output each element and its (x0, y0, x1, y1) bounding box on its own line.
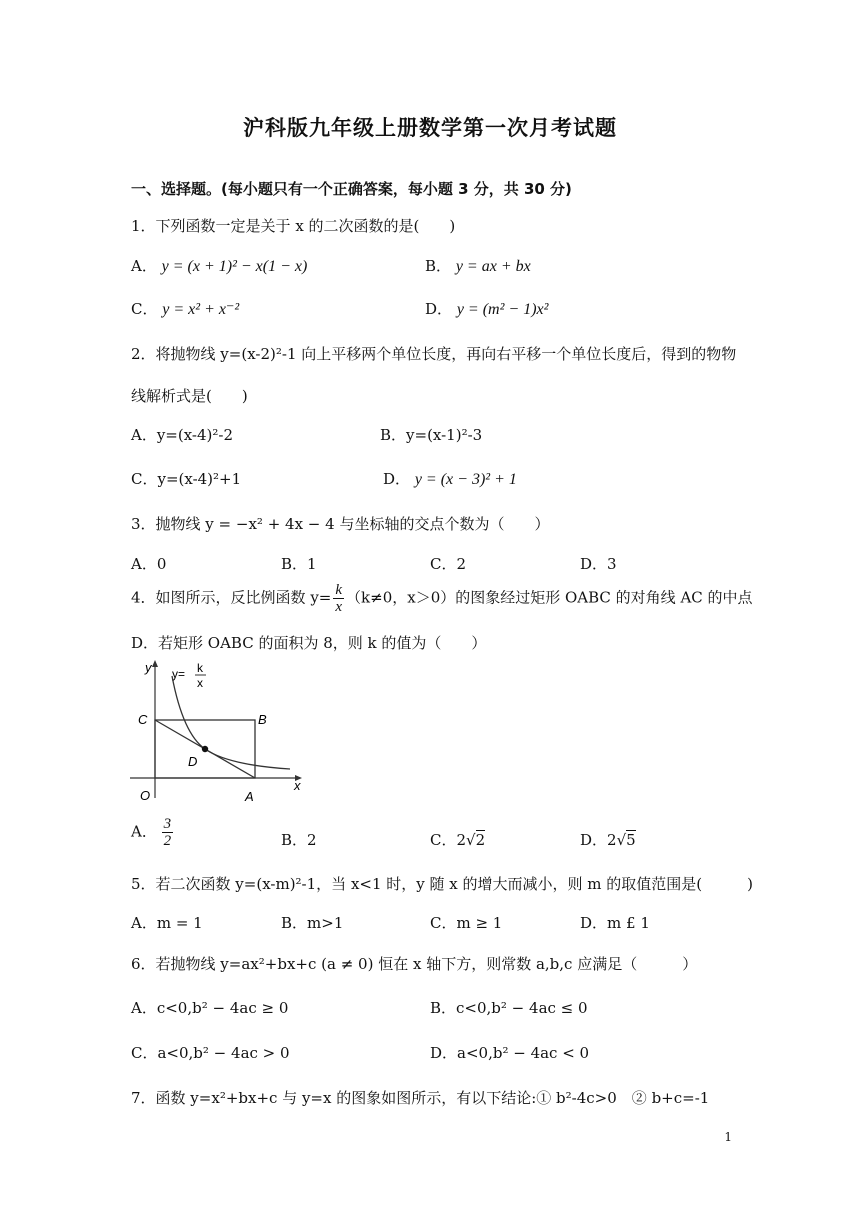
q3-option-d: D．3 (580, 555, 617, 573)
q1-option-a-expr: y = (x + 1)² − x(1 − x) (161, 258, 308, 275)
q6-option-a: A．c<0,b² − 4ac ≥ 0 (131, 999, 289, 1017)
q1-option-d-expr: y = (m² − 1)x² (456, 301, 549, 318)
q1-option-a-label: A． (131, 257, 157, 275)
q1-option-b (425, 255, 531, 276)
label-x: x (294, 778, 301, 793)
q4-fraction (333, 582, 344, 615)
q4-option-d (580, 829, 636, 850)
q2-option-c: C．y=(x-4)²+1 (131, 470, 242, 488)
q1-option-c-expr: y = x² + x⁻² (162, 301, 240, 318)
point-d (202, 746, 208, 752)
question-4-stem-line2: D．若矩形 OABC 的面积为 8，则 k 的值为（ ） (131, 634, 487, 652)
q1-option-d-label: D． (425, 300, 453, 318)
q5-option-d: D．m £ 1 (580, 914, 650, 932)
q1-option-b-label: B． (425, 257, 452, 275)
q3-option-b: B．1 (281, 555, 317, 573)
page-title: 沪科版九年级上册数学第一次月考试题 (243, 116, 617, 140)
q4-option-a-frac (162, 816, 174, 849)
label-a: A (245, 789, 254, 804)
question-3-stem: 3．抛物线 y = −x² + 4x − 4 与坐标轴的交点个数为（ ） (131, 515, 550, 533)
q4-option-c-radicand: 2 (475, 831, 486, 849)
q1-option-a (131, 255, 307, 276)
q4-option-d-radicand: 5 (626, 831, 636, 849)
question-2-stem-line2: 线解析式是( ) (131, 387, 248, 405)
q4-option-b: B．2 (281, 831, 317, 849)
y-axis-arrow (152, 660, 158, 667)
label-d: D (188, 754, 198, 769)
q1-option-d (425, 298, 548, 319)
q5-option-b: B．m>1 (281, 914, 344, 932)
q4-option-a-label: A． (131, 822, 157, 841)
q4-option-a-num: 3 (163, 816, 172, 832)
q6-option-d: D．a<0,b² − 4ac < 0 (430, 1044, 590, 1062)
q4-option-a (131, 816, 173, 849)
label-o: O (140, 788, 151, 803)
q2-option-d-label: D． (383, 470, 411, 488)
page-number: 1 (724, 1130, 732, 1144)
func-label-den: x (197, 676, 203, 690)
label-y: y (145, 660, 152, 675)
question-5-stem: 5．若二次函数 y=(x-m)²-1，当 x<1 时，y 随 x 的增大而减小，则 m 的取值范围是( ) (131, 875, 753, 893)
q4-fraction-num: k (335, 582, 343, 598)
q4-option-d-label: D．2 (580, 831, 617, 849)
question-7-stem: 7．函数 y=x²+bx+c 与 y=x 的图象如图所示，有以下结论:① b²-4c>0 ② b+c=-1 (131, 1089, 710, 1107)
q3-option-a: A．0 (131, 555, 167, 573)
q4-figure (128, 658, 308, 808)
question-4-stem-line1 (131, 582, 753, 615)
sqrt-symbol-d: √ (616, 831, 627, 849)
q1-option-b-expr: y = ax + bx (455, 258, 531, 275)
q4-option-c (430, 829, 485, 850)
q2-option-a: A．y=(x-4)²-2 (131, 426, 234, 444)
q5-option-c: C．m ≥ 1 (430, 914, 503, 932)
q4-option-a-den: 2 (163, 833, 172, 849)
section-heading: 一、选择题。(每小题只有一个正确答案，每小题 3 分，共 30 分) (131, 180, 572, 198)
question-1-stem: 1．下列函数一定是关于 x 的二次函数的是( ) (131, 217, 456, 235)
q1-option-c-label: C． (131, 300, 158, 318)
label-b: B (258, 712, 267, 727)
sqrt-symbol-c: √ (466, 831, 476, 849)
question-2-stem-line1: 2．将抛物线 y=(x-2)²-1 向上平移两个单位长度，再向右平移一个单位长度后，得到的物物 (131, 345, 737, 363)
q5-option-a: A．m = 1 (131, 914, 203, 932)
q4-option-c-label: C．2 (430, 831, 467, 849)
q6-option-c: C．a<0,b² − 4ac > 0 (131, 1044, 290, 1062)
label-c: C (138, 712, 148, 727)
q4-stem-part2: （k≠0，x＞0）的图象经过矩形 OABC 的对角线 AC 的中点 (346, 588, 753, 607)
q2-option-d (383, 468, 517, 489)
q2-option-d-expr: y = (x − 3)² + 1 (414, 471, 517, 488)
func-label-y: y= (172, 667, 186, 681)
q4-stem-part1: 4．如图所示，反比例函数 y= (131, 588, 332, 607)
q1-option-c (131, 298, 239, 319)
q2-option-b: B．y=(x-1)²-3 (380, 426, 483, 444)
q4-fraction-den: x (335, 599, 343, 615)
func-label-num: k (197, 661, 203, 675)
q6-option-b: B．c<0,b² − 4ac ≤ 0 (430, 999, 588, 1017)
q3-option-c: C．2 (430, 555, 467, 573)
question-6-stem: 6．若抛物线 y=ax²+bx+c (a ≠ 0) 恒在 x 轴下方，则常数 a,b,c 应满足（ ） (131, 955, 698, 973)
